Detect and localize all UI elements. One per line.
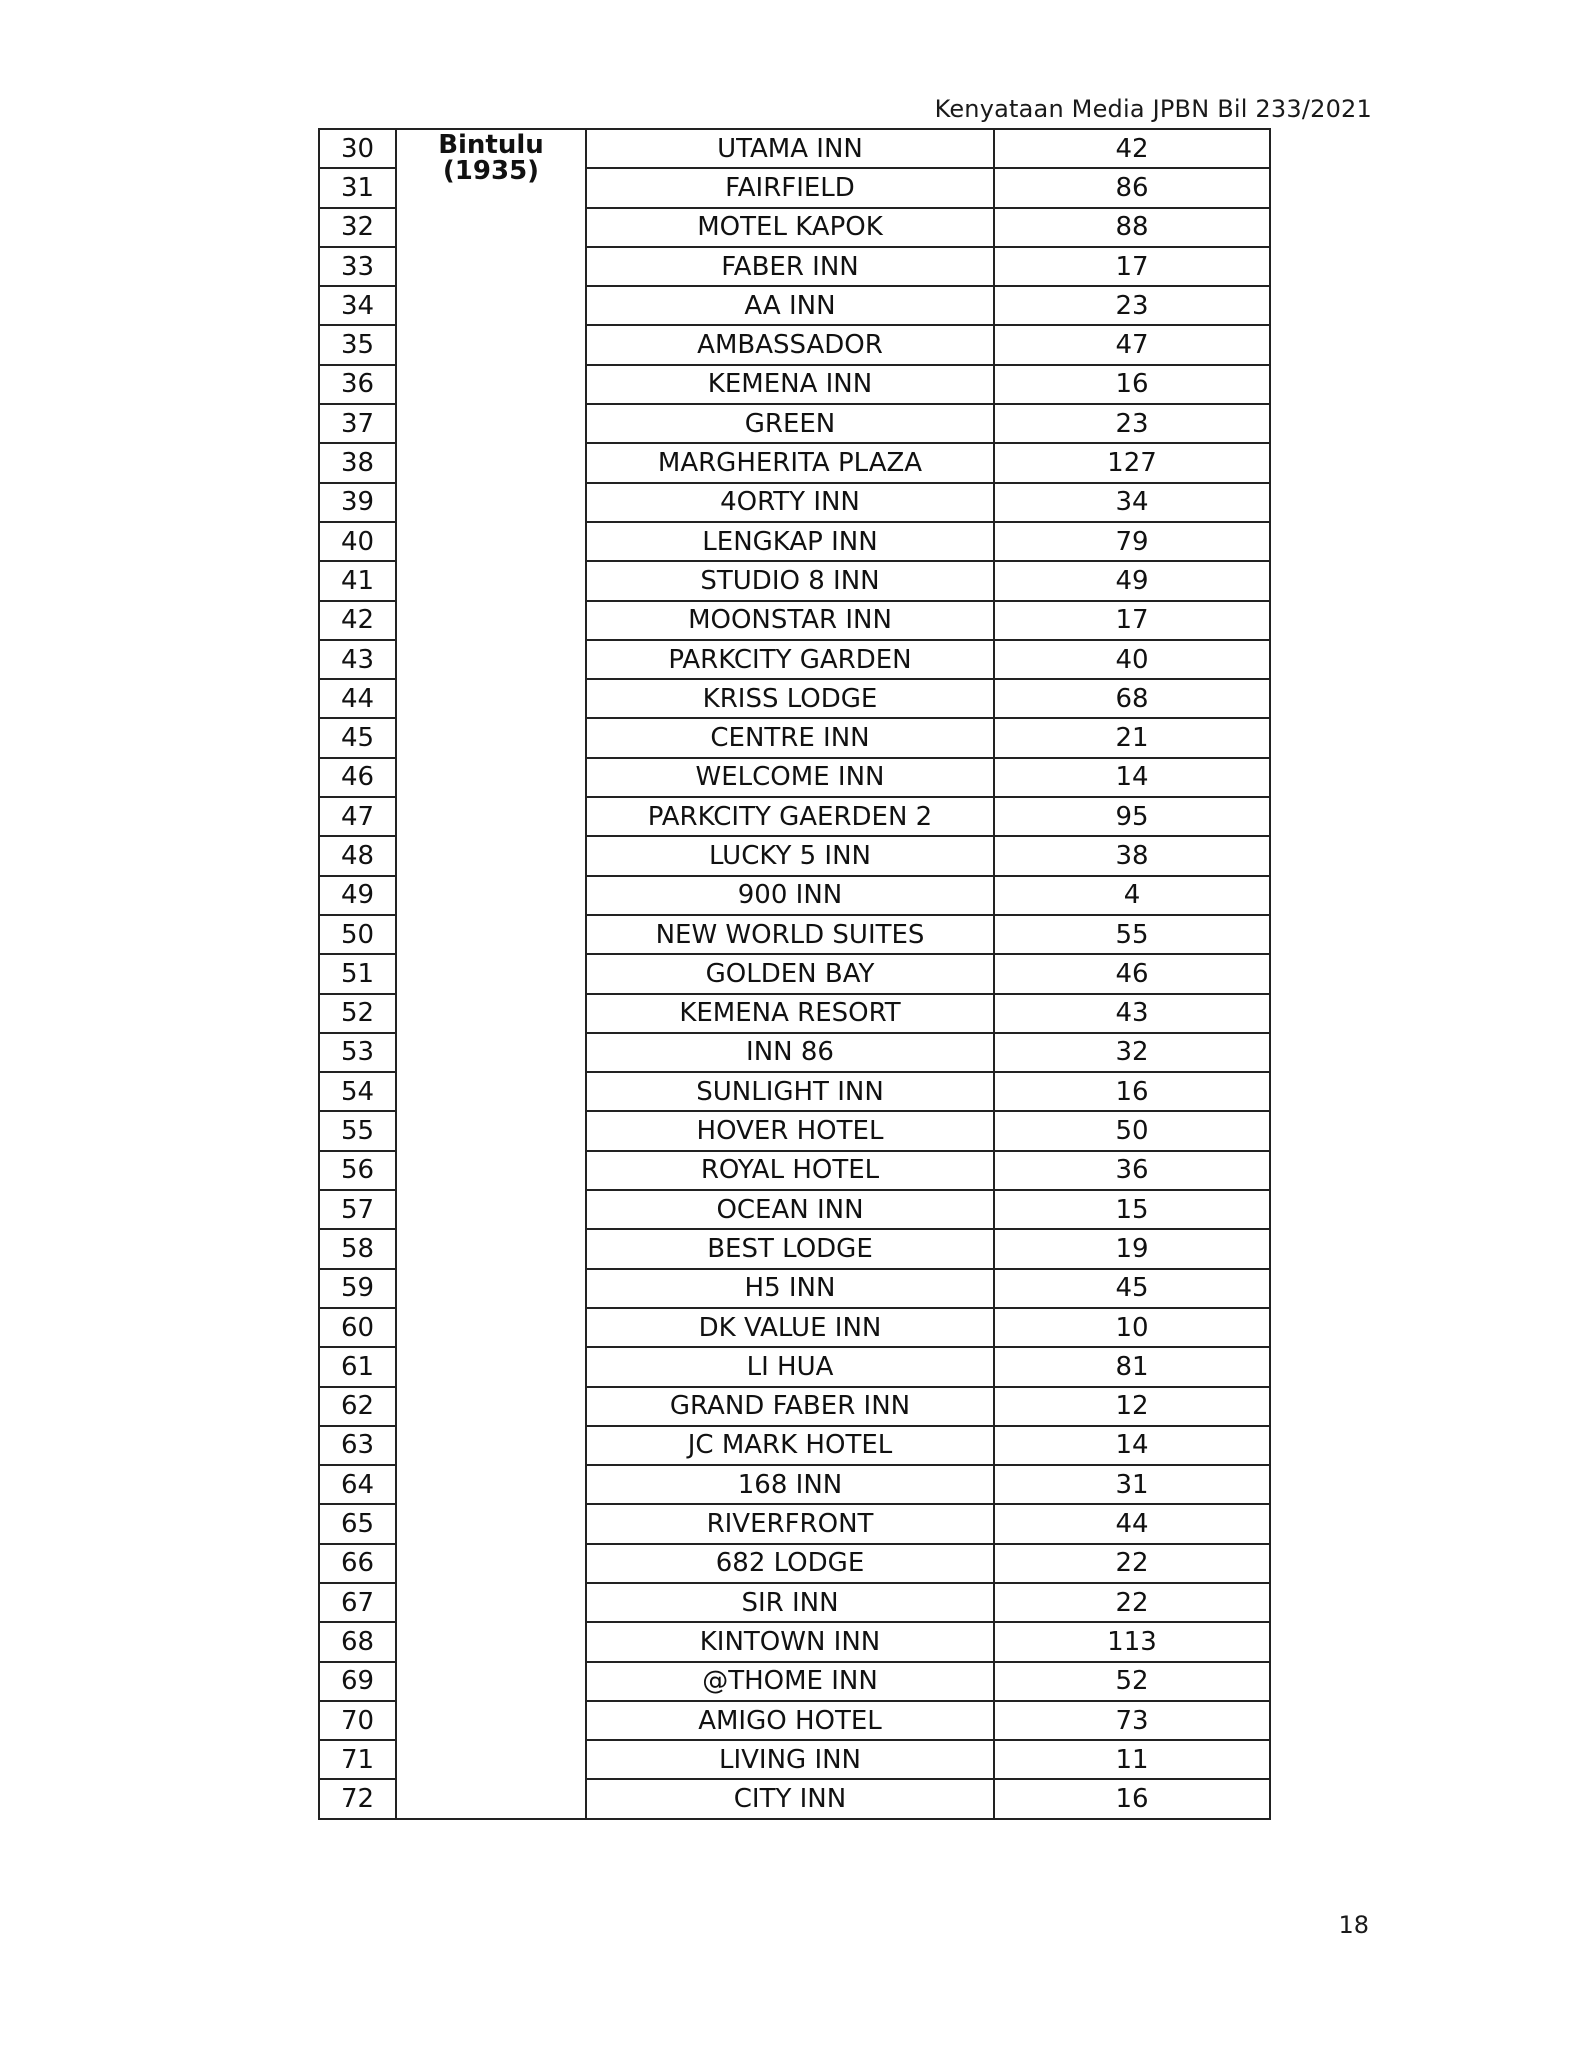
row-number: 35: [319, 325, 396, 364]
row-number: 51: [319, 954, 396, 993]
hotel-name: GRAND FABER INN: [586, 1387, 994, 1426]
hotel-count: 14: [994, 1426, 1270, 1465]
hotel-table: [318, 128, 1271, 1820]
hotel-name: SIR INN: [586, 1583, 994, 1622]
hotel-name: PARKCITY GARDEN: [586, 640, 994, 679]
hotel-name: MOTEL KAPOK: [586, 208, 994, 247]
row-number: 63: [319, 1426, 396, 1465]
hotel-count: 43: [994, 994, 1270, 1033]
hotel-name: MOONSTAR INN: [586, 601, 994, 640]
row-number: 47: [319, 797, 396, 836]
hotel-name: MARGHERITA PLAZA: [586, 443, 994, 482]
hotel-count: 79: [994, 522, 1270, 561]
hotel-name: DK VALUE INN: [586, 1308, 994, 1347]
hotel-name: OCEAN INN: [586, 1190, 994, 1229]
hotel-count: 55: [994, 915, 1270, 954]
hotel-count: 49: [994, 561, 1270, 600]
hotel-name: WELCOME INN: [586, 758, 994, 797]
row-number: 49: [319, 876, 396, 915]
hotel-name: RIVERFRONT: [586, 1504, 994, 1543]
hotel-count: 46: [994, 954, 1270, 993]
hotel-count: 15: [994, 1190, 1270, 1229]
hotel-name: STUDIO 8 INN: [586, 561, 994, 600]
hotel-count: 113: [994, 1622, 1270, 1661]
row-number: 55: [319, 1111, 396, 1150]
hotel-name: GREEN: [586, 404, 994, 443]
hotel-name: @THOME INN: [586, 1662, 994, 1701]
row-number: 41: [319, 561, 396, 600]
row-number: 34: [319, 286, 396, 325]
hotel-count: 16: [994, 365, 1270, 404]
hotel-name: JC MARK HOTEL: [586, 1426, 994, 1465]
division-name: Bintulu: [438, 130, 544, 160]
hotel-count: 23: [994, 286, 1270, 325]
hotel-count: 42: [994, 129, 1270, 168]
row-number: 44: [319, 679, 396, 718]
hotel-count: 47: [994, 325, 1270, 364]
hotel-count: 40: [994, 640, 1270, 679]
row-number: 57: [319, 1190, 396, 1229]
hotel-name: HOVER HOTEL: [586, 1111, 994, 1150]
row-number: 72: [319, 1779, 396, 1818]
hotel-name: AMIGO HOTEL: [586, 1701, 994, 1740]
row-number: 61: [319, 1347, 396, 1386]
hotel-count: 23: [994, 404, 1270, 443]
hotel-name: SUNLIGHT INN: [586, 1072, 994, 1111]
hotel-name: 168 INN: [586, 1465, 994, 1504]
hotel-name: KINTOWN INN: [586, 1622, 994, 1661]
hotel-count: 21: [994, 718, 1270, 757]
hotel-name: INN 86: [586, 1033, 994, 1072]
row-number: 60: [319, 1308, 396, 1347]
hotel-count: 95: [994, 797, 1270, 836]
hotel-count: 50: [994, 1111, 1270, 1150]
hotel-count: 22: [994, 1544, 1270, 1583]
hotel-count: 38: [994, 836, 1270, 875]
hotel-count: 16: [994, 1779, 1270, 1818]
row-number: 54: [319, 1072, 396, 1111]
hotel-count: 127: [994, 443, 1270, 482]
hotel-name: 900 INN: [586, 876, 994, 915]
row-number: 50: [319, 915, 396, 954]
hotel-name: PARKCITY GAERDEN 2: [586, 797, 994, 836]
hotel-name: LIVING INN: [586, 1740, 994, 1779]
hotel-name: LI HUA: [586, 1347, 994, 1386]
hotel-count: 11: [994, 1740, 1270, 1779]
row-number: 30: [319, 129, 396, 168]
hotel-count: 22: [994, 1583, 1270, 1622]
row-number: 65: [319, 1504, 396, 1543]
hotel-count: 4: [994, 876, 1270, 915]
hotel-name: ROYAL HOTEL: [586, 1151, 994, 1190]
row-number: 67: [319, 1583, 396, 1622]
hotel-name: LUCKY 5 INN: [586, 836, 994, 875]
hotel-count: 17: [994, 247, 1270, 286]
row-number: 53: [319, 1033, 396, 1072]
hotel-name: NEW WORLD SUITES: [586, 915, 994, 954]
row-number: 45: [319, 718, 396, 757]
row-number: 32: [319, 208, 396, 247]
row-number: 66: [319, 1544, 396, 1583]
hotel-count: 45: [994, 1269, 1270, 1308]
row-number: 40: [319, 522, 396, 561]
row-number: 42: [319, 601, 396, 640]
row-number: 37: [319, 404, 396, 443]
hotel-count: 68: [994, 679, 1270, 718]
hotel-count: 31: [994, 1465, 1270, 1504]
row-number: 33: [319, 247, 396, 286]
row-number: 64: [319, 1465, 396, 1504]
row-number: 46: [319, 758, 396, 797]
hotel-count: 17: [994, 601, 1270, 640]
hotel-name: LENGKAP INN: [586, 522, 994, 561]
hotel-name: 682 LODGE: [586, 1544, 994, 1583]
hotel-count: 36: [994, 1151, 1270, 1190]
hotel-count: 86: [994, 168, 1270, 207]
hotel-name: KEMENA INN: [586, 365, 994, 404]
hotel-name: CENTRE INN: [586, 718, 994, 757]
page-number: 18: [1338, 1911, 1369, 1939]
hotel-name: GOLDEN BAY: [586, 954, 994, 993]
hotel-count: 19: [994, 1229, 1270, 1268]
hotel-count: 34: [994, 483, 1270, 522]
row-number: 59: [319, 1269, 396, 1308]
division-cell: [396, 129, 586, 1819]
hotel-count: 14: [994, 758, 1270, 797]
hotel-count: 73: [994, 1701, 1270, 1740]
hotel-count: 10: [994, 1308, 1270, 1347]
row-number: 58: [319, 1229, 396, 1268]
division-total: (1935): [442, 156, 540, 186]
row-number: 69: [319, 1662, 396, 1701]
hotel-name: AA INN: [586, 286, 994, 325]
row-number: 70: [319, 1701, 396, 1740]
hotel-name: FAIRFIELD: [586, 168, 994, 207]
hotel-name: KEMENA RESORT: [586, 994, 994, 1033]
hotel-count: 44: [994, 1504, 1270, 1543]
hotel-name: AMBASSADOR: [586, 325, 994, 364]
hotel-table-body: [319, 129, 1270, 1819]
row-number: 39: [319, 483, 396, 522]
row-number: 52: [319, 994, 396, 1033]
hotel-name: BEST LODGE: [586, 1229, 994, 1268]
hotel-count: 52: [994, 1662, 1270, 1701]
table-row: [319, 129, 1270, 168]
hotel-count: 12: [994, 1387, 1270, 1426]
document-reference: Kenyataan Media JPBN Bil 233/2021: [934, 95, 1372, 123]
hotel-name: FABER INN: [586, 247, 994, 286]
hotel-name: UTAMA INN: [586, 129, 994, 168]
hotel-count: 81: [994, 1347, 1270, 1386]
hotel-name: CITY INN: [586, 1779, 994, 1818]
row-number: 38: [319, 443, 396, 482]
hotel-count: 16: [994, 1072, 1270, 1111]
hotel-name: H5 INN: [586, 1269, 994, 1308]
row-number: 31: [319, 168, 396, 207]
hotel-name: 4ORTY INN: [586, 483, 994, 522]
hotel-name: KRISS LODGE: [586, 679, 994, 718]
row-number: 56: [319, 1151, 396, 1190]
hotel-count: 32: [994, 1033, 1270, 1072]
row-number: 36: [319, 365, 396, 404]
row-number: 43: [319, 640, 396, 679]
row-number: 71: [319, 1740, 396, 1779]
row-number: 68: [319, 1622, 396, 1661]
row-number: 62: [319, 1387, 396, 1426]
row-number: 48: [319, 836, 396, 875]
hotel-count: 88: [994, 208, 1270, 247]
